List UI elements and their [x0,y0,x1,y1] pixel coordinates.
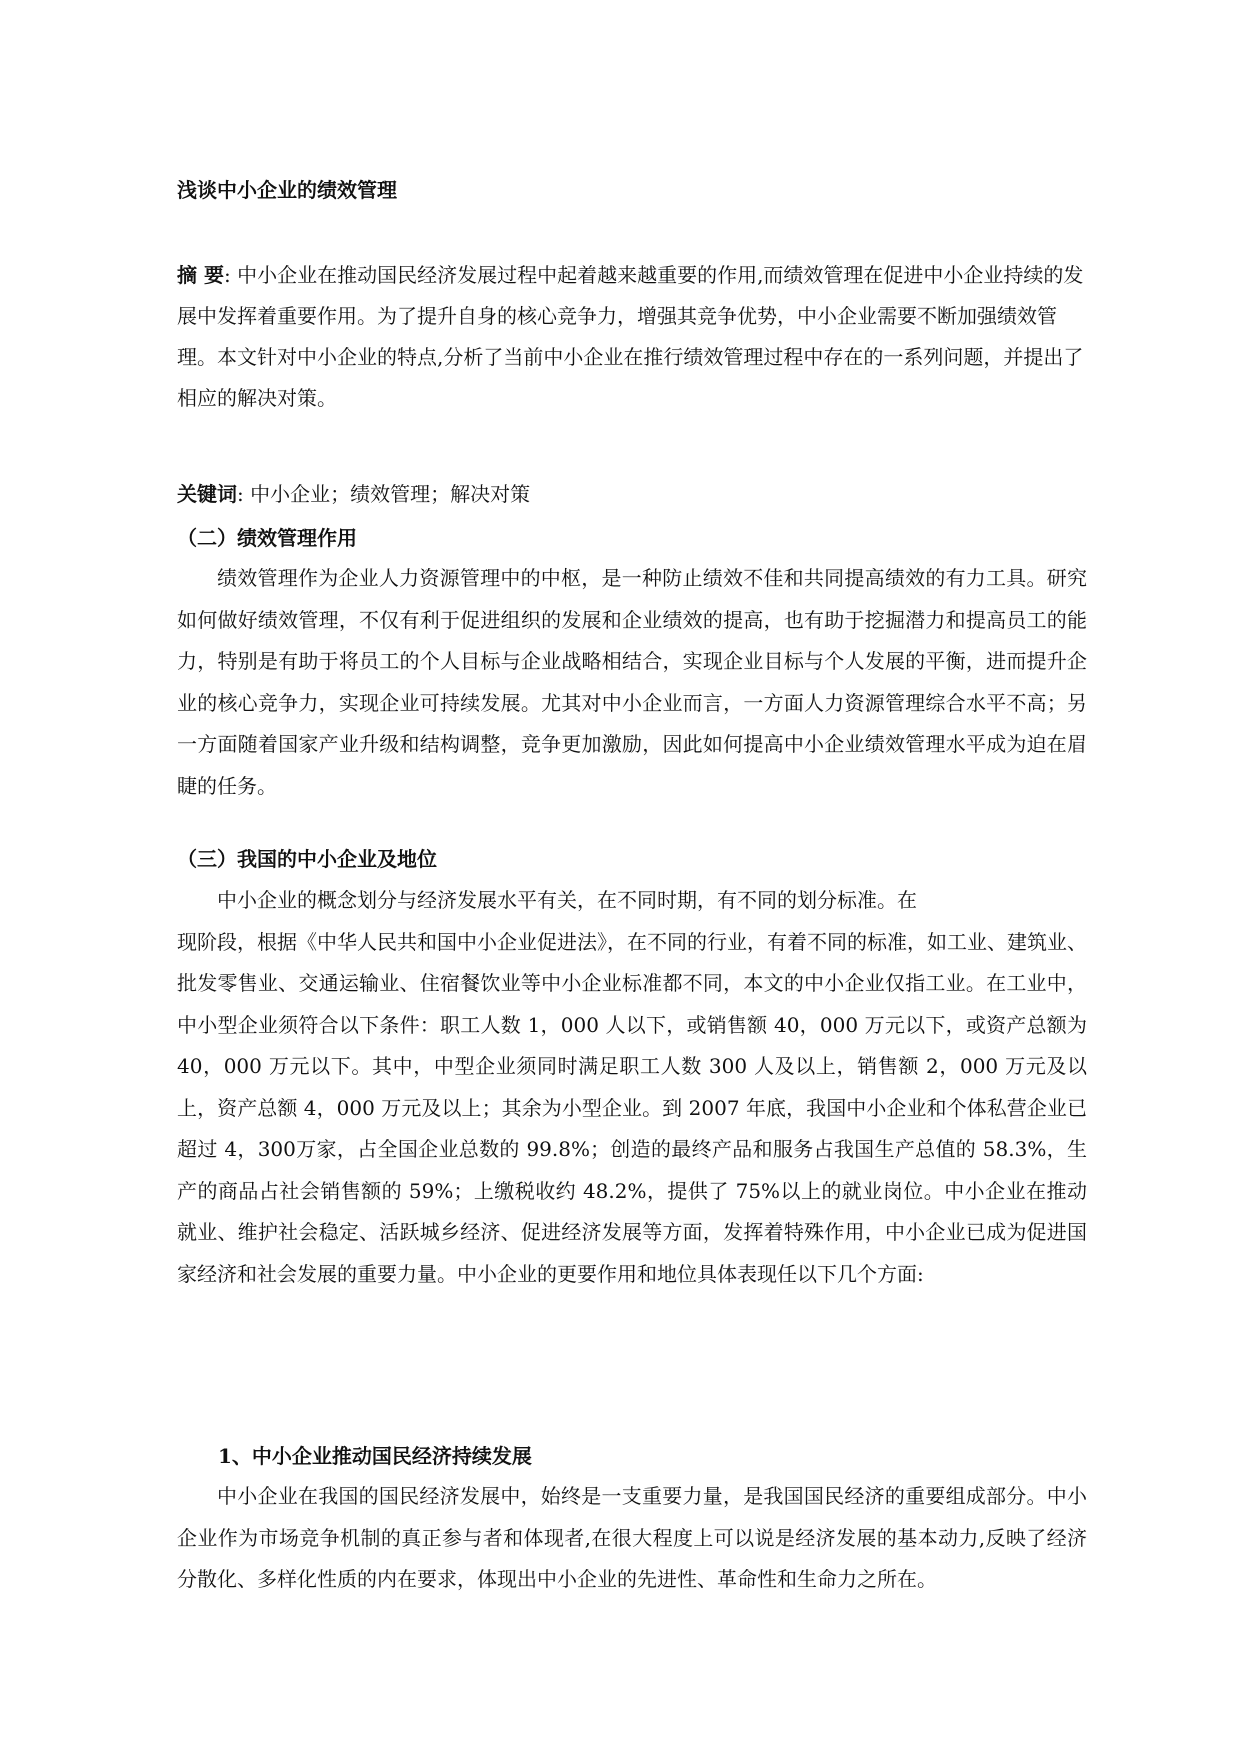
section-heading-sme-status: （三）我国的中小企业及地位 [177,847,437,871]
keywords-separator: : [237,482,251,506]
keywords-label: 关键词 [177,482,237,506]
abstract-label: 摘 要 [177,263,224,287]
section-paragraph-sme-status-rest: 现阶段，根据《中华人民共和国中小企业促进法》，在不同的行业，有着不同的标准，如工业、建筑业、批发零售业、交通运输业、住宿餐饮业等中小企业标准都不同，本文的中小企业仅指工业。在工业中，中小型企业须符合以下条件：职工人数 1，000 人以下，或销售额 40，000 万元以下，或资产总额为 40，000 万元以下。其中，中型企业须同时满足职工人数 300 人及以上，销售额 2，000 万元及以上，资产总额 4，000 万元及以上；其余为小型企业。到 2007 年底，我国中小企业和个体私营企业已超过 4，300万家，占全国企业总数的 99.8%；创造的最终产品和服务占我国生产总值的 58.3%，生产的商品占社会销售额的 59%；上缴税收约 48.2%，提供了 75%以上的就业岗位。中小企业在推动就业、维护社会稳定、活跃城乡经济、促进经济发展等方面，发挥着特殊作用，中小企业已成为促进国家经济和社会发展的重要力量。中小企业的更要作用和地位具体表现任以下几个方面: [177,929,1087,1286]
keywords [177,480,530,508]
subsection-paragraph: 中小企业在我国的国民经济发展中，始终是一支重要力量，是我国国民经济的重要组成部分。中小企业作为市场竞争机制的真正参与者和体现者,在很大程度上可以说是经济发展的基本动力,反映了经济分散化、多样化性质的内在要求，体现出中小企业的先进性、革命性和生命力之所在。 [177,1484,1087,1591]
abstract [177,255,1087,419]
section-paragraph-sme-status [177,880,1087,1295]
keywords-text: 中小企业；绩效管理；解决对策 [250,482,531,506]
abstract-text: 中小企业在推动国民经济发展过程中起着越来越重要的作用,而绩效管理在促进中小企业持续的发展中发挥着重要作用。为了提升自身的核心竞争力，增强其竞争优势，中小企业需要不断加强绩效管理。本文针对中小企业的特点,分析了当前中小企业在推行绩效管理过程中存在的一系列问题，并提出了相应的解决对策。 [177,263,1084,410]
document-title: 浅谈中小企业的绩效管理 [177,178,397,202]
subsection-heading: 1、中小企业推动国民经济持续发展 [218,1444,532,1468]
section-heading-performance-role: （二）绩效管理作用 [177,526,357,550]
section-paragraph-performance-role: 绩效管理作为企业人力资源管理中的中枢，是一种防止绩效不佳和共同提高绩效的有力工具。研究如何做好绩效管理，不仅有利于促进组织的发展和企业绩效的提高，也有助于挖掘潜力和提高员工的能力，特别是有助于将员工的个人目标与企业战略相结合，实现企业目标与个人发展的平衡，进而提升企业的核心竞争力，实现企业可持续发展。尤其对中小企业而言，一方面人力资源管理综合水平不高；另一方面随着国家产业升级和结构调整，竞争更加激励，因此如何提高中小企业绩效管理水平成为迫在眉睫的任务。 [177,566,1087,798]
section-paragraph-sme-status-first-line: 中小企业的概念划分与经济发展水平有关，在不同时期，有不同的划分标准。在 [217,888,917,912]
abstract-separator: : [223,263,238,287]
